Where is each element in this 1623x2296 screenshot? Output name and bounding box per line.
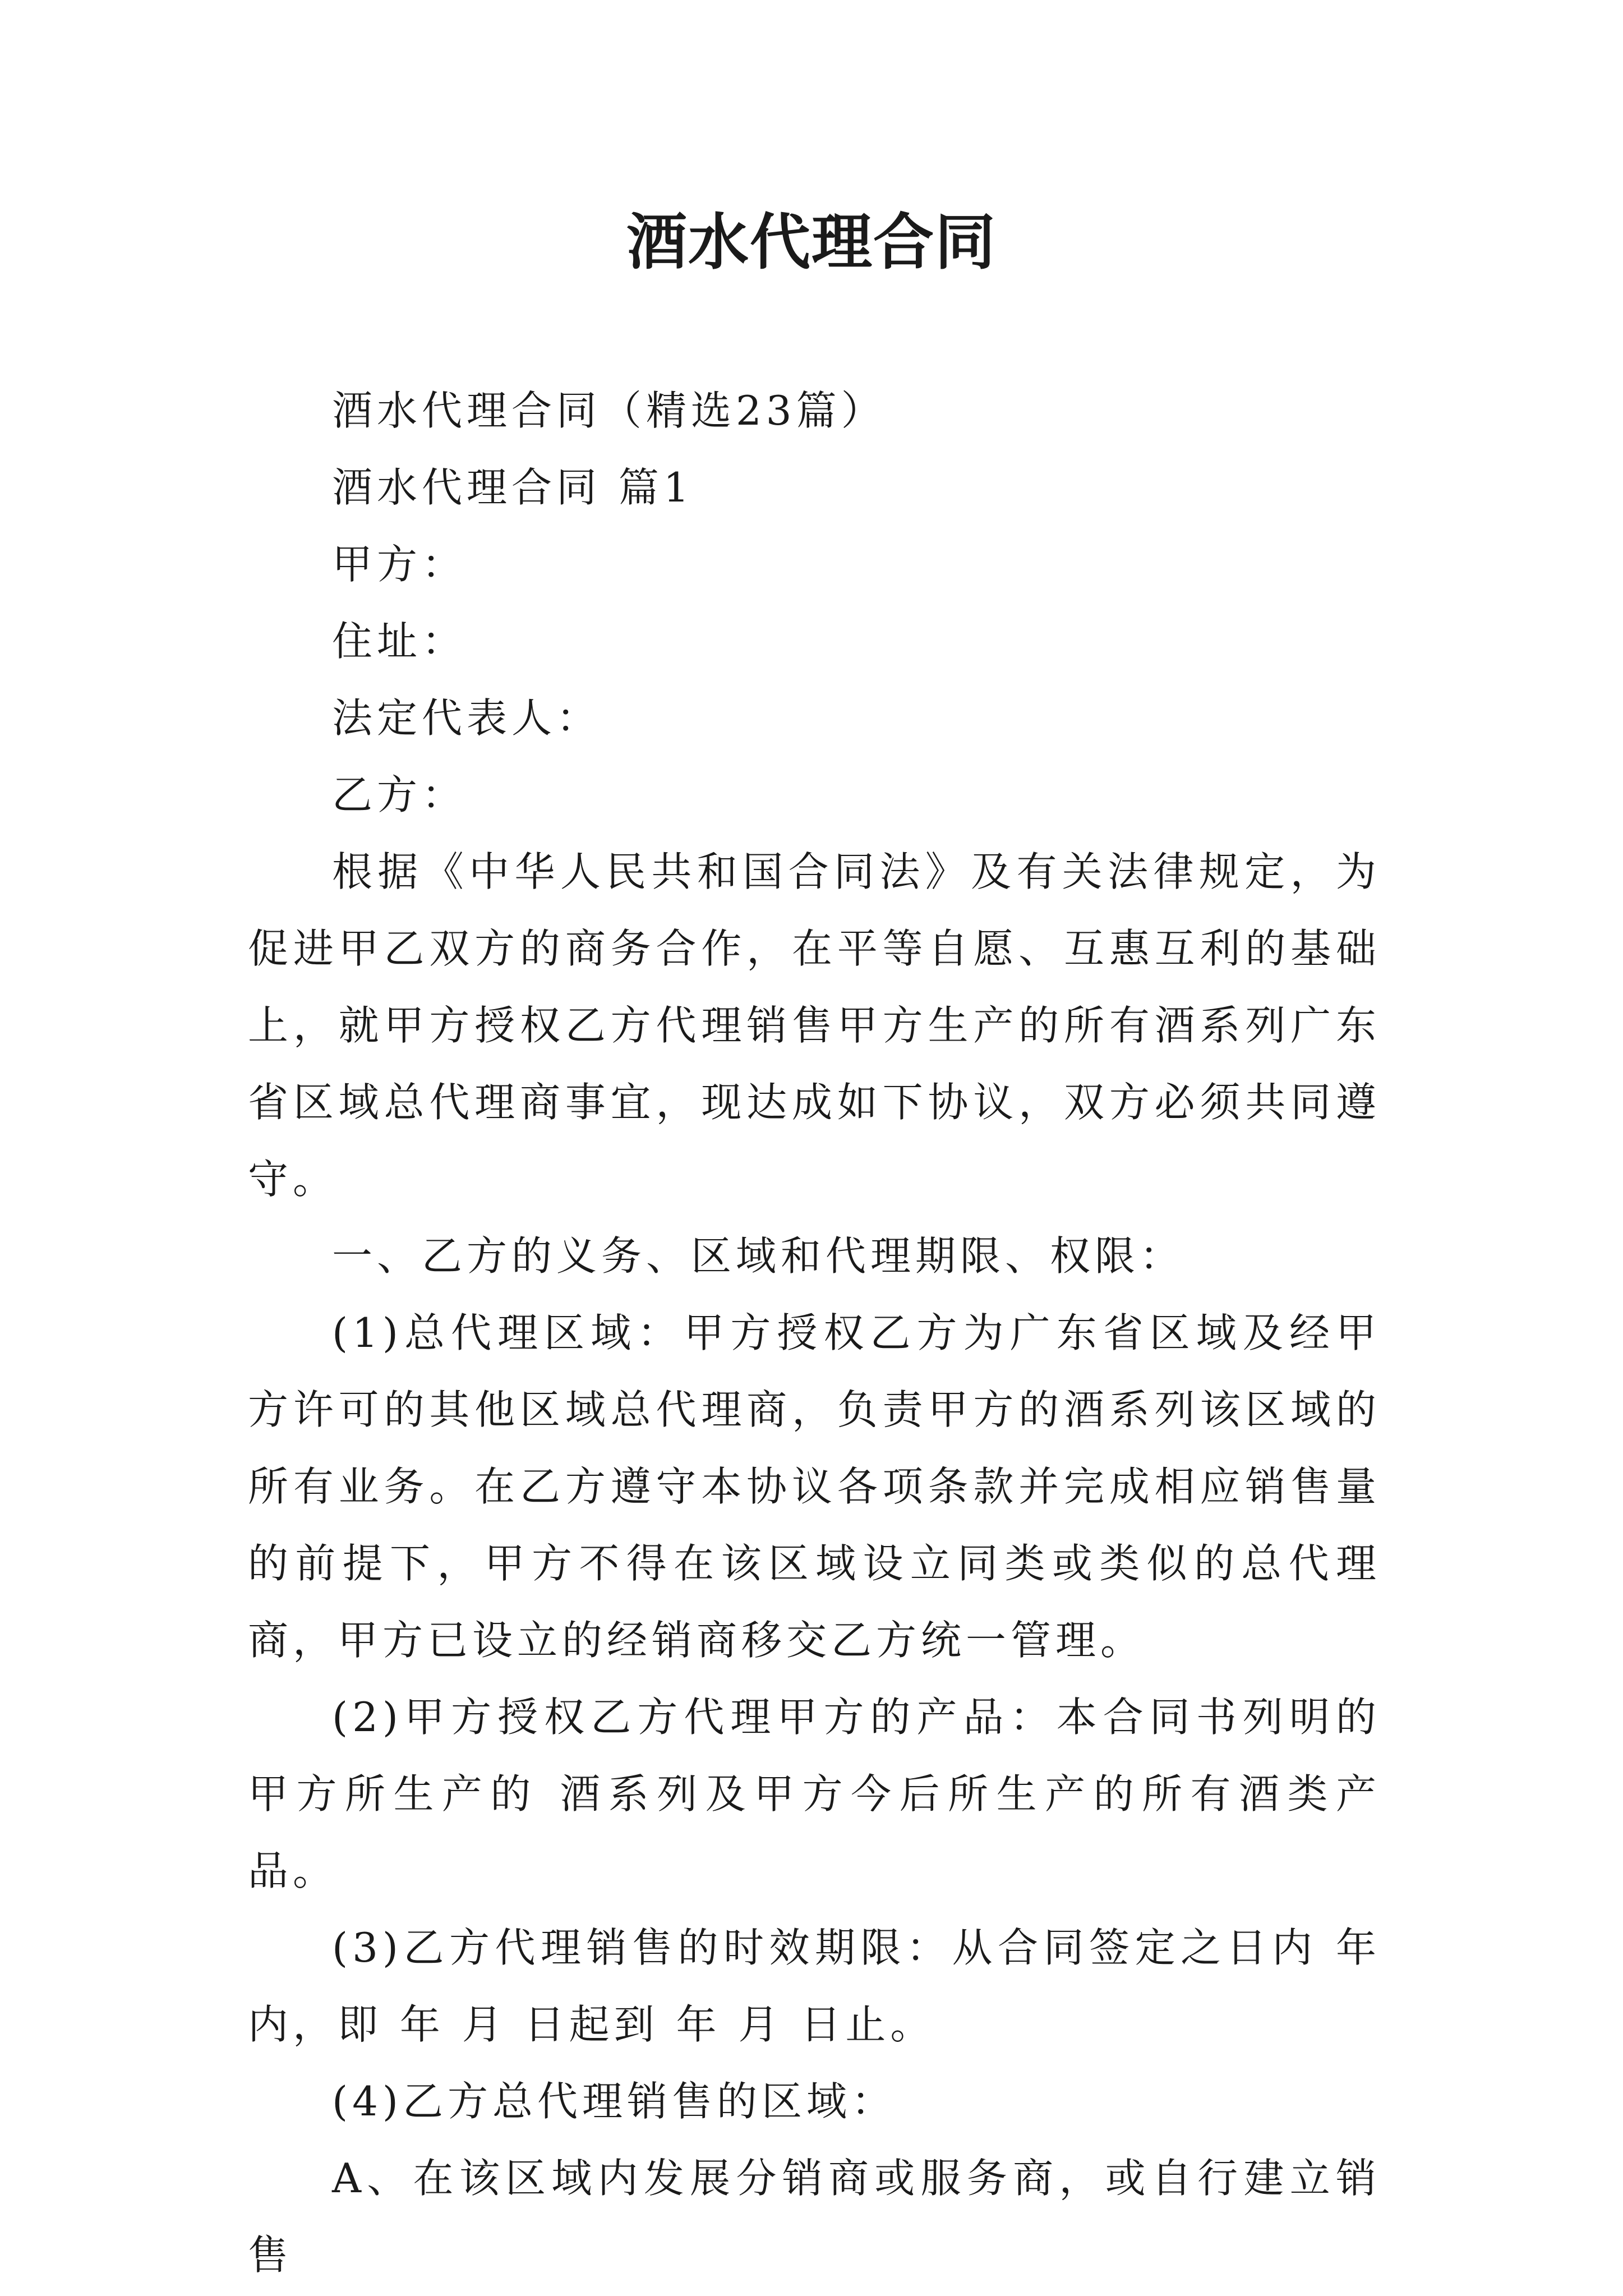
document-title: 酒水代理合同 <box>626 207 997 278</box>
paragraph: (4)乙方总代理销售的区域： <box>332 2078 896 2125</box>
paragraph: A、在该区域内发展分销商或服务商，或自行建立销售 <box>248 2155 1381 2279</box>
paragraph: 住址： <box>332 618 467 665</box>
paragraph: (2)甲方授权乙方代理甲方的产品：本合同书列明的甲方所生产的 酒系列及甲方今后所生产的所有酒类产品。 <box>248 1694 1381 1894</box>
paragraph: 法定代表人： <box>332 694 602 742</box>
paragraph: 一、乙方的义务、区域和代理期限、权限： <box>332 1232 1185 1280</box>
paragraph: 乙方： <box>332 771 467 818</box>
paragraph: 根据《中华人民共和国合同法》及有关法律规定，为促进甲乙双方的商务合作，在平等自愿、互惠互利的基础上，就甲方授权乙方代理销售甲方生产的所有酒系列广东省区域总代理商事宜，现达成如下协议，双方必须共同遵守。 <box>248 848 1381 1203</box>
paragraph: 酒水代理合同（精选23篇） <box>332 387 886 434</box>
paragraph: 甲方： <box>332 541 467 588</box>
paragraph: 酒水代理合同 篇1 <box>332 464 694 511</box>
paragraph: (3)乙方代理销售的时效期限：从合同签定之日内 年内，即 年 月 日起到 年 月 日止。 <box>248 1924 1381 2048</box>
paragraph: (1)总代理区域：甲方授权乙方为广东省区域及经甲方许可的其他区域总代理商，负责甲方的酒系列该区域的所有业务。在乙方遵守本协议各项条款并完成相应销售量的前提下，甲方不得在该区域设立同类或类似的总代理商，甲方已设立的经销商移交乙方统一管理。 <box>248 1309 1381 1664</box>
document-body <box>248 372 1381 2294</box>
